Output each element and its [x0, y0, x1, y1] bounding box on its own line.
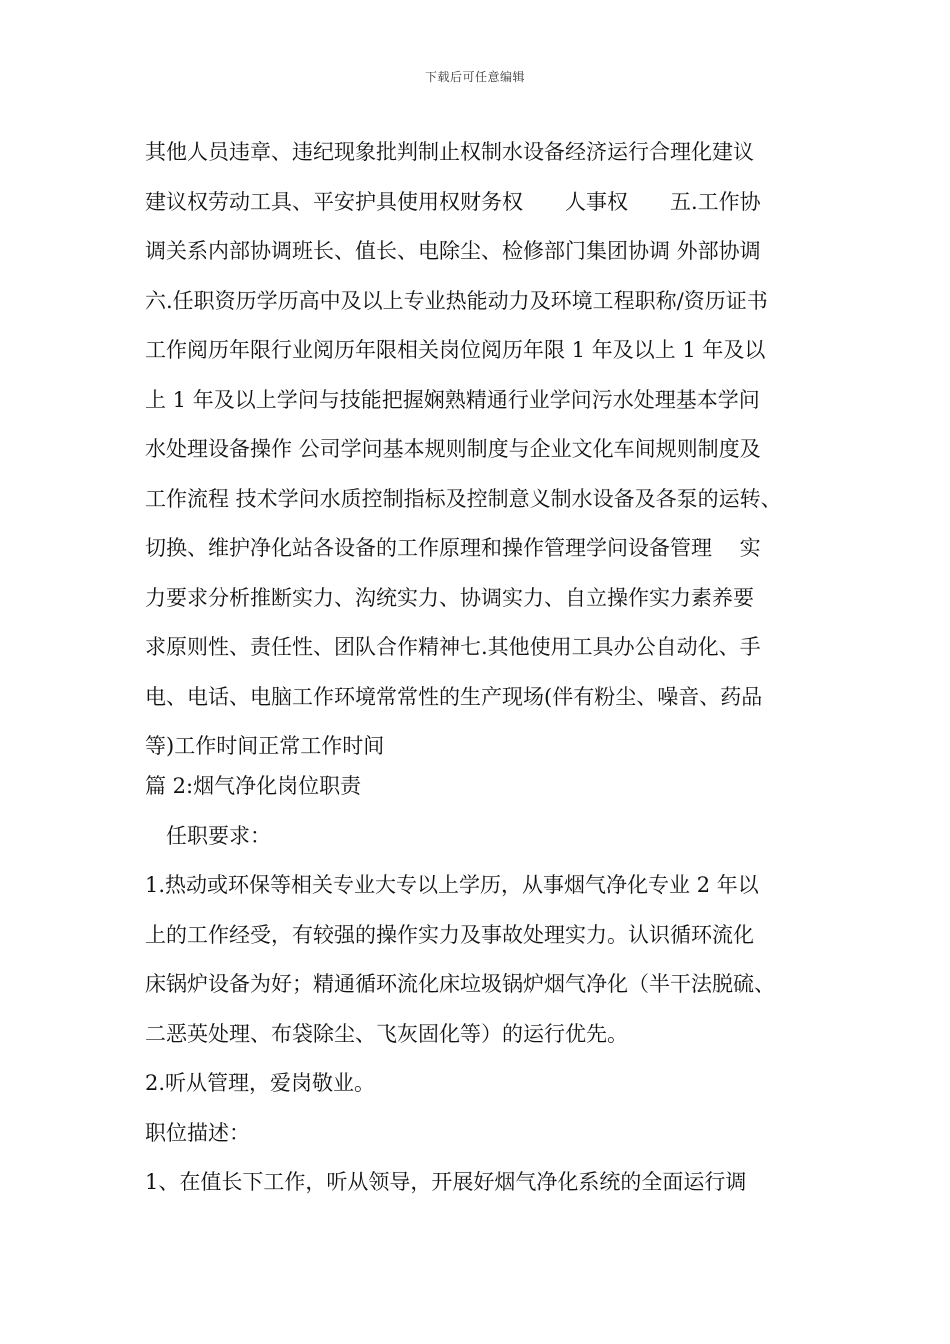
text-line: 1、在值长下工作，听从领导，开展好烟气净化系统的全面运行调 [145, 1170, 747, 1194]
text-line: 力要求分析推断实力、沟统实力、协调实力、自立操作实力素养要 [145, 585, 754, 610]
text-line: 调关系内部协调班长、值长、电除尘、检修部门集团协调 外部协调 [145, 239, 761, 263]
text-line: 求原则性、责任性、团队合作精神七.其他使用工具办公自动化、手 [145, 635, 761, 659]
text-line: 床锅炉设备为好；精通循环流化床垃圾锅炉烟气净化（半干法脱硫、 [145, 972, 775, 996]
text-line: 六.任职资历学历高中及以上专业热能动力及环境工程职称/资历证书 [145, 288, 768, 313]
text-line: 工作流程 技术学问水质控制指标及控制意义制水设备及各泵的运转、 [145, 486, 782, 511]
text-line: 切换、维护净化站各设备的工作原理和操作管理学问设备管理 实 [145, 536, 761, 560]
text-line: 水处理设备操作 公司学问基本规则制度与企业文化车间规则制度及 [145, 437, 761, 461]
text-line: 1.热动或环保等相关专业大专以上学历，从事烟气净化专业 2 年以 [145, 873, 759, 897]
subheading: 职位描述： [145, 1120, 250, 1145]
page-header: 下载后可任意编辑 [424, 70, 525, 84]
text-line: 电、电话、电脑工作环境常常性的生产现场(伴有粉尘、噪音、药品 [145, 684, 763, 709]
text-line: 建议权劳动工具、平安护具使用权财务权 人事权 五.工作协 [145, 189, 761, 214]
section-heading: 篇 2:烟气净化岗位职责 [145, 774, 362, 798]
text-line: 2.听从管理，爱岗敬业。 [145, 1071, 376, 1095]
text-line: 其他人员违章、违纪现象批判制止权制水设备经济运行合理化建议 [145, 140, 754, 164]
text-line: 工作阅历年限行业阅历年限相关岗位阅历年限 1 年及以上 1 年及以 [145, 338, 766, 362]
text-line: 等)工作时间正常工作时间 [145, 734, 385, 758]
document-body [145, 132, 825, 1212]
subheading: 任职要求： [145, 823, 271, 848]
text-line: 上的工作经受，有较强的操作实力及事故处理实力。认识循环流化 [145, 922, 754, 947]
text-line: 上 1 年及以上学问与技能把握娴熟精通行业学问污水处理基本学问 [145, 387, 760, 412]
text-line: 二恶英处理、布袋除尘、飞灰固化等）的运行优先。 [145, 1021, 628, 1046]
